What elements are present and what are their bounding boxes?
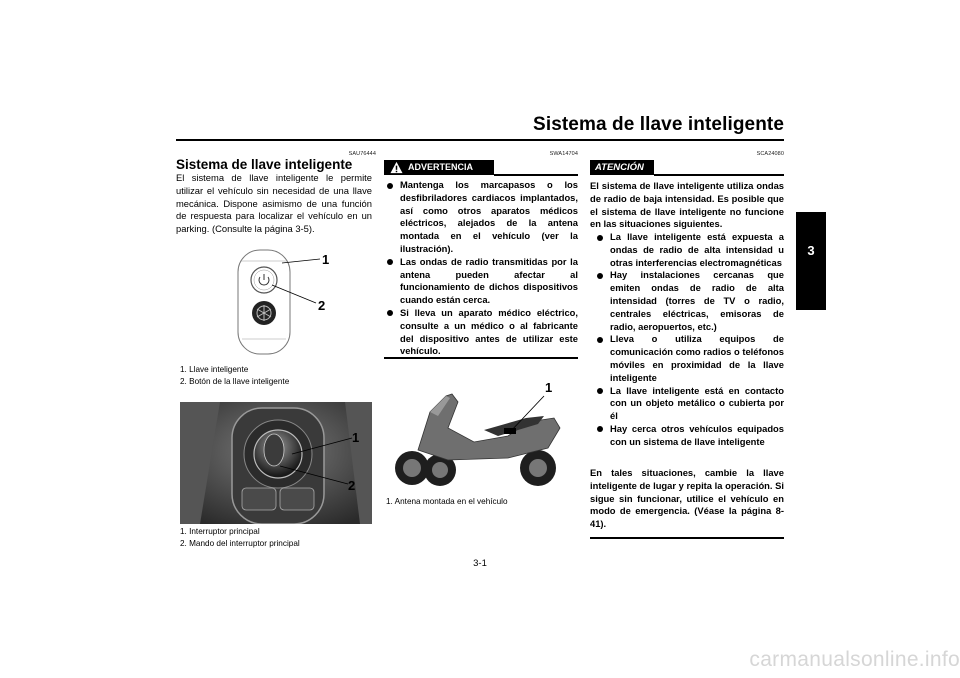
warning-label: ADVERTENCIA (408, 162, 474, 172)
main-switch-photo (180, 402, 372, 524)
chapter-number: 3 (807, 243, 815, 258)
notice-banner (590, 160, 654, 175)
warning-list (384, 179, 578, 358)
warning-banner (384, 160, 494, 175)
callout-2: 2 (318, 298, 326, 313)
caption-line: 1. Llave inteligente (180, 365, 249, 374)
list-item: Si lleva un aparato médico eléctrico, consulte a un médico o al fabricante del dispositivo antes de utilizar este vehículo. (384, 307, 578, 358)
notice-outro: En tales situaciones, cambie la llave inteligente de lugar y repita la operación. Si sigue sin funcionar, utilice el vehículo en modo de emergencia. (Véase la página 8-41). (590, 467, 784, 530)
section-heading: Sistema de llave inteligente (176, 157, 353, 172)
list-item: Hay cerca otros vehículos equipados con un sistema de llave inteligente (594, 423, 784, 449)
notice-label: ATENCIÓN (595, 161, 644, 173)
title-rule (176, 139, 784, 141)
warning-end-rule (384, 357, 578, 359)
caption-line: 1. Antena montada en el vehículo (386, 497, 508, 506)
list-item: Lleva o utiliza equipos de comunicación como radios o teléfonos móviles en proximidad de la llave inteligente (594, 333, 784, 384)
warning-triangle-icon (390, 161, 403, 174)
notice-list (594, 231, 784, 449)
caption-line: 1. Interruptor principal (180, 527, 260, 536)
callout-1: 1 (352, 430, 360, 445)
list-item: Hay instalaciones cercanas que emiten ondas de radio de alta intensidad (torres de TV o radio, centrales eléctricas, emisoras de radio, aeropuertos, etc.) (594, 269, 784, 333)
caption-line: 2. Mando del interruptor principal (180, 539, 300, 548)
page-title: Sistema de llave inteligente (533, 114, 784, 135)
list-item: Mantenga los marcapasos o los desfibriladores cardiacos implantados, así como otros aparatos médicos eléctricos, alejados de la antena montada en el vehículo (ver la ilustración). (384, 179, 578, 256)
section-code: SAU76444 (348, 151, 376, 157)
watermark: carmanualsonline.info (749, 648, 960, 671)
callout-2: 2 (348, 478, 356, 493)
smart-key-figure (176, 247, 376, 359)
callout-1: 1 (322, 252, 330, 267)
callout-1: 1 (545, 380, 553, 395)
caption-line: 2. Botón de la llave inteligente (180, 377, 290, 386)
notice-end-rule (590, 537, 784, 539)
intro-paragraph: El sistema de llave inteligente le permite utilizar el vehículo sin necesidad de una llave mecánica. Dispone asimismo de una función de respuesta para localizar el vehículo en un parking. (Consulte la página 3-5). (176, 172, 372, 235)
figure1-caption (180, 364, 289, 388)
list-item: La llave inteligente está expuesta a ondas de radio de alta intensidad u otras interferencias electromagnéticas (594, 231, 784, 269)
warning-code: SWA14704 (549, 151, 578, 157)
page-number: 3-1 (473, 558, 487, 569)
list-item: La llave inteligente está en contacto con un objeto metálico o cubierta por él (594, 385, 784, 423)
notice-code: SCA24080 (756, 151, 784, 157)
figure3-caption (386, 496, 508, 508)
notice-intro: El sistema de llave inteligente utiliza ondas de radio de baja intensidad. Es posible que el sistema de llave inteligente no funcione en las situaciones siguientes. (590, 180, 784, 230)
chapter-tab (796, 212, 826, 310)
list-item: Las ondas de radio transmitidas por la antena pueden afectar al funcionamiento de dichos dispositivos cuando están cerca. (384, 256, 578, 307)
warning-rule (494, 174, 578, 176)
notice-rule (654, 174, 784, 176)
figure2-caption (180, 526, 300, 550)
